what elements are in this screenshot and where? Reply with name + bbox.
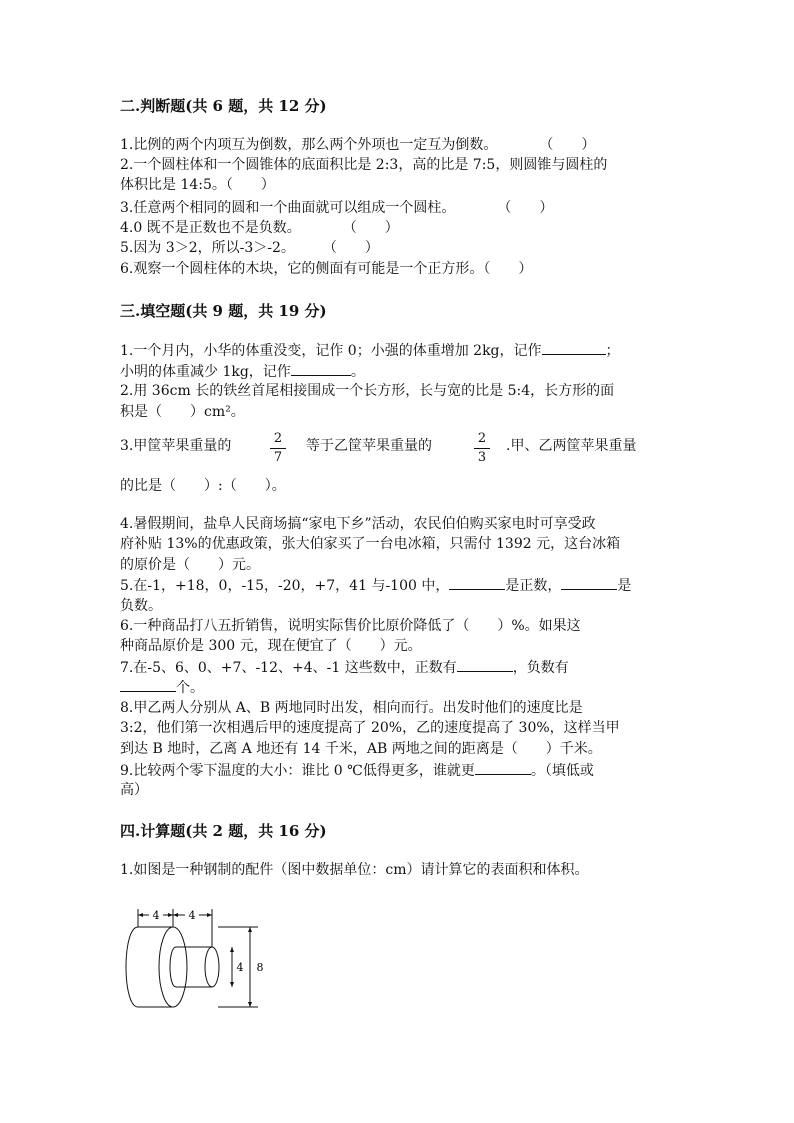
fraction-two-sevenths: 2 7 <box>270 431 286 466</box>
judgement-q3: 3.任意两个相同的圆和一个曲面就可以组成一个圆柱。 （ ） <box>120 200 554 216</box>
fill-q9-line2: 高） <box>120 782 148 798</box>
judgement-q4: 4.0 既不是正数也不是负数。 （ ） <box>120 220 399 236</box>
fill-q1-line2: 小明的体重减少 1kg，记作 。 <box>120 361 365 382</box>
fill-q5-line1: 5.在-1，+18，0，-15，-20，+7，41 与-100 中， 是正数， 是 <box>120 575 631 596</box>
fill-q6-line2: 种商品原价是 300 元，现在便宜了（ ）元。 <box>120 638 422 654</box>
dim-label-height-big: 8 <box>256 961 264 974</box>
big-cylinder-left-face <box>126 927 138 1007</box>
fill-q2-line1: 2.用 36cm 长的铁丝首尾相接围成一个长方形，长与宽的比是 5:4，长方形的面 <box>120 383 615 399</box>
fill-q4-line2: 府补贴 13%的优惠政策，张大伯家买了一台电冰箱，只需付 1392 元，这台冰箱 <box>120 536 621 552</box>
dim-label-height-small: 4 <box>236 961 244 974</box>
fill-q5-line2: 负数。 <box>120 598 162 614</box>
answer-blank[interactable] <box>561 575 617 590</box>
fill-q8-line3: 到达 B 地时，乙离 A 地还有 14 千米，AB 两地之间的距离是（ ）千米。 <box>120 741 602 757</box>
small-cylinder-left-face <box>170 947 176 987</box>
fill-q3-mid: 等于乙筐苹果重量的 <box>306 438 432 454</box>
calc-q1: 1.如图是一种钢制的配件（图中数据单位：cm）请计算它的表面积和体积。 <box>120 862 589 878</box>
fill-q3-post: .甲、乙两筐苹果重量 <box>506 438 637 454</box>
answer-blank[interactable] <box>291 361 351 376</box>
judgement-q6: 6.观察一个圆柱体的木块，它的侧面有可能是一个正方形。（ ） <box>120 261 533 277</box>
section-title-calculation: 四.计算题(共 2 题，共 16 分) <box>120 822 327 840</box>
judgement-q2-line1: 2.一个圆柱体和一个圆锥体的底面积比是 2:3，高的比是 7:5，则圆锥与圆柱的 <box>120 157 608 173</box>
big-cylinder-right-face <box>159 927 187 1007</box>
fill-q8-line1: 8.甲乙两人分别从 A、B 两地同时出发，相向而行。出发时他们的速度比是 <box>120 700 583 716</box>
small-cylinder-right-face <box>205 947 219 987</box>
fill-q3-line2: 的比是（ ）:（ ）。 <box>120 478 286 494</box>
answer-blank[interactable] <box>457 657 513 672</box>
dim-label-width-2: 4 <box>188 909 196 922</box>
fill-q3-line1: 3.甲筐苹果重量的 <box>120 438 232 454</box>
fill-q7-line2: 个。 <box>120 677 204 698</box>
steel-part-figure <box>118 905 268 1015</box>
fill-q4-line3: 的原价是（ ）元。 <box>120 557 260 573</box>
fill-q7-line1: 7.在-5、6、0、+7、-12、+4、-1 这些数中，正数有 ，负数有 <box>120 657 569 678</box>
answer-blank[interactable] <box>542 340 606 355</box>
dim-label-width-1: 4 <box>152 909 160 922</box>
fill-q6-line1: 6.一种商品打八五折销售，说明实际售价比原价降低了（ ）%。如果这 <box>120 618 581 634</box>
fill-q1-line1: 1.一个月内，小华的体重没变，记作 0；小强的体重增加 2kg，记作 ； <box>120 340 620 361</box>
section-title-judgement: 二.判断题(共 6 题，共 12 分) <box>120 97 327 115</box>
judgement-q2-line2: 体积比是 14:5。（ ） <box>120 177 275 193</box>
judgement-q5: 5.因为 3＞2，所以-3＞-2。 （ ） <box>120 240 379 256</box>
fill-q2-line2: 积是（ ）cm²。 <box>120 404 245 420</box>
judgement-q1: 1.比例的两个内项互为倒数，那么两个外项也一定互为倒数。 （ ） <box>120 137 596 153</box>
fill-q9-line1: 9.比较两个零下温度的大小：谁比 0 ℃低得更多，谁就更 。（填低或 <box>120 760 594 781</box>
answer-blank[interactable] <box>120 677 176 692</box>
fill-q4-line1: 4.暑假期间，盐阜人民商场搞“家电下乡”活动，农民伯伯购买家电时可享受政 <box>120 516 596 532</box>
answer-blank[interactable] <box>449 575 505 590</box>
section-title-fill-blank: 三.填空题(共 9 题，共 19 分) <box>120 302 327 320</box>
fraction-two-thirds: 2 3 <box>474 431 490 466</box>
answer-blank[interactable] <box>475 760 531 775</box>
fill-q8-line2: 3:2，他们第一次相遇后甲的速度提高了 20%，乙的速度提高了 30%，这样当甲 <box>120 720 620 736</box>
